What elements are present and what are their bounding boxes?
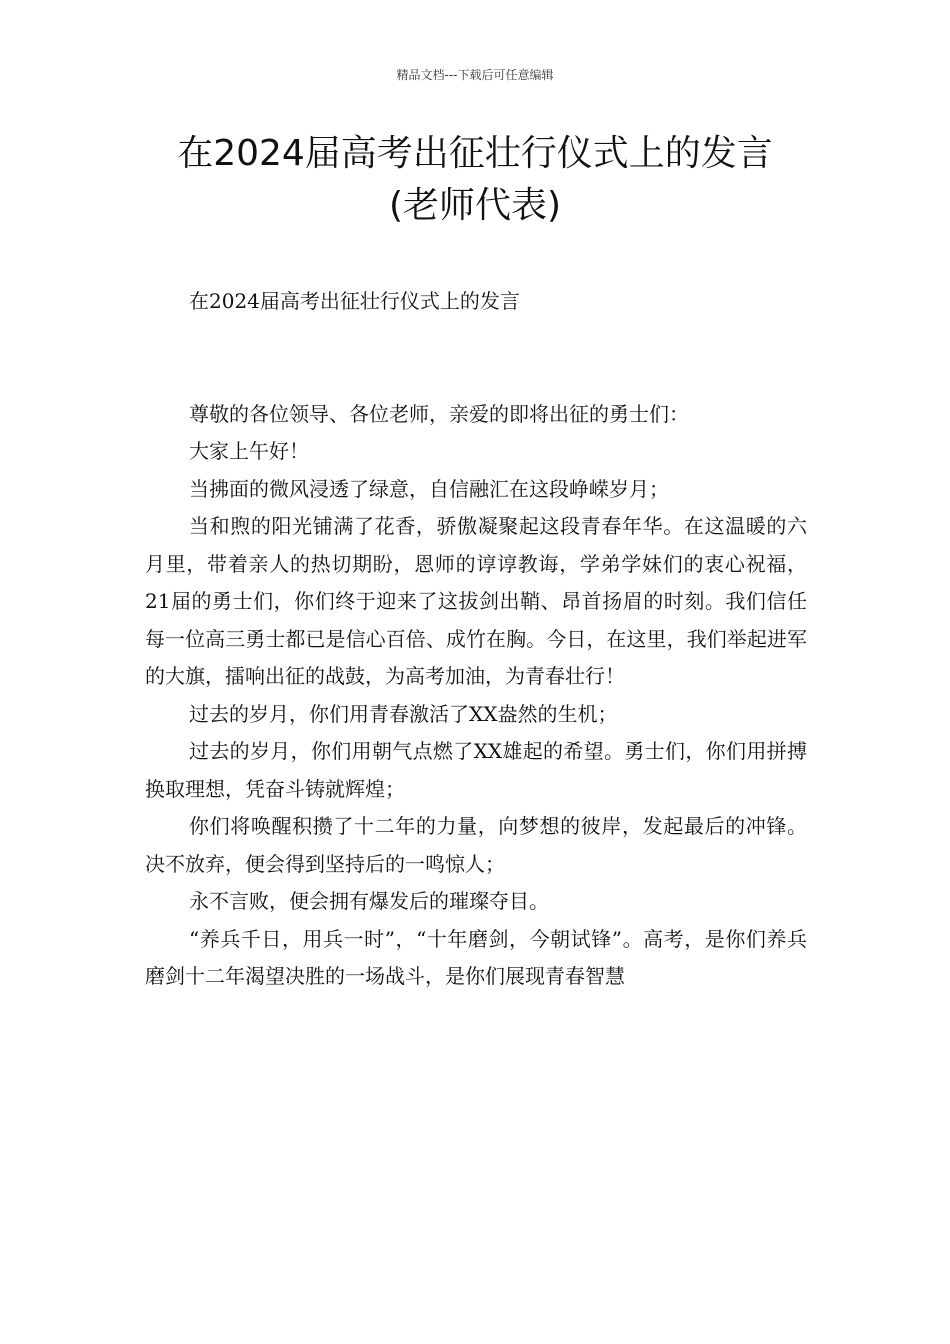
paragraph: 当拂面的微风浸透了绿意，自信融汇在这段峥嵘岁月； <box>189 476 669 501</box>
document-title <box>0 128 950 232</box>
document-body <box>145 283 807 996</box>
paragraph: 你们将唤醒积攒了十二年的力量，向梦想的彼岸，发起最后的冲锋。决不放弃，便会得到坚持后的一鸣惊人； <box>145 814 807 876</box>
title-line-1: 在2024届高考出征壮行仪式上的发言 <box>177 133 773 174</box>
speech-subtitle: 在2024届高考出征壮行仪式上的发言 <box>189 289 520 313</box>
paragraph: 永不言败，便会拥有爆发后的璀璨夺目。 <box>189 889 549 913</box>
page-header: 精品文档---下载后可任意编辑 <box>396 68 554 82</box>
paragraph: 过去的岁月，你们用青春激活了XX盎然的生机； <box>189 701 618 726</box>
paragraph: 过去的岁月，你们用朝气点燃了XX雄起的希望。勇士们，你们用拼搏换取理想，凭奋斗铸就辉煌； <box>145 739 807 801</box>
paragraph-salutation: 尊敬的各位领导、各位老师，亲爱的即将出征的勇士们： <box>189 401 689 426</box>
paragraph: “养兵千日，用兵一时”，“十年磨剑，今朝试锋”。高考，是你们养兵磨剑十二年渴望决胜的一场战斗，是你们展现青春智慧 <box>145 926 807 988</box>
paragraph: 当和煦的阳光铺满了花香，骄傲凝聚起这段青春年华。在这温暖的六月里，带着亲人的热切期盼，恩师的谆谆教诲，学弟学妹们的衷心祝福，21届的勇士们，你们终于迎来了这拔剑出鞘、昂首扬眉的时刻。我们信任每一位高三勇士都已是信心百倍、成竹在胸。今日，在这里，我们举起进军的大旗，擂响出征的战鼓，为高考加油，为青春壮行！ <box>145 514 807 688</box>
title-line-2: (老师代表) <box>388 185 562 226</box>
paragraph-greeting: 大家上午好！ <box>189 439 309 463</box>
